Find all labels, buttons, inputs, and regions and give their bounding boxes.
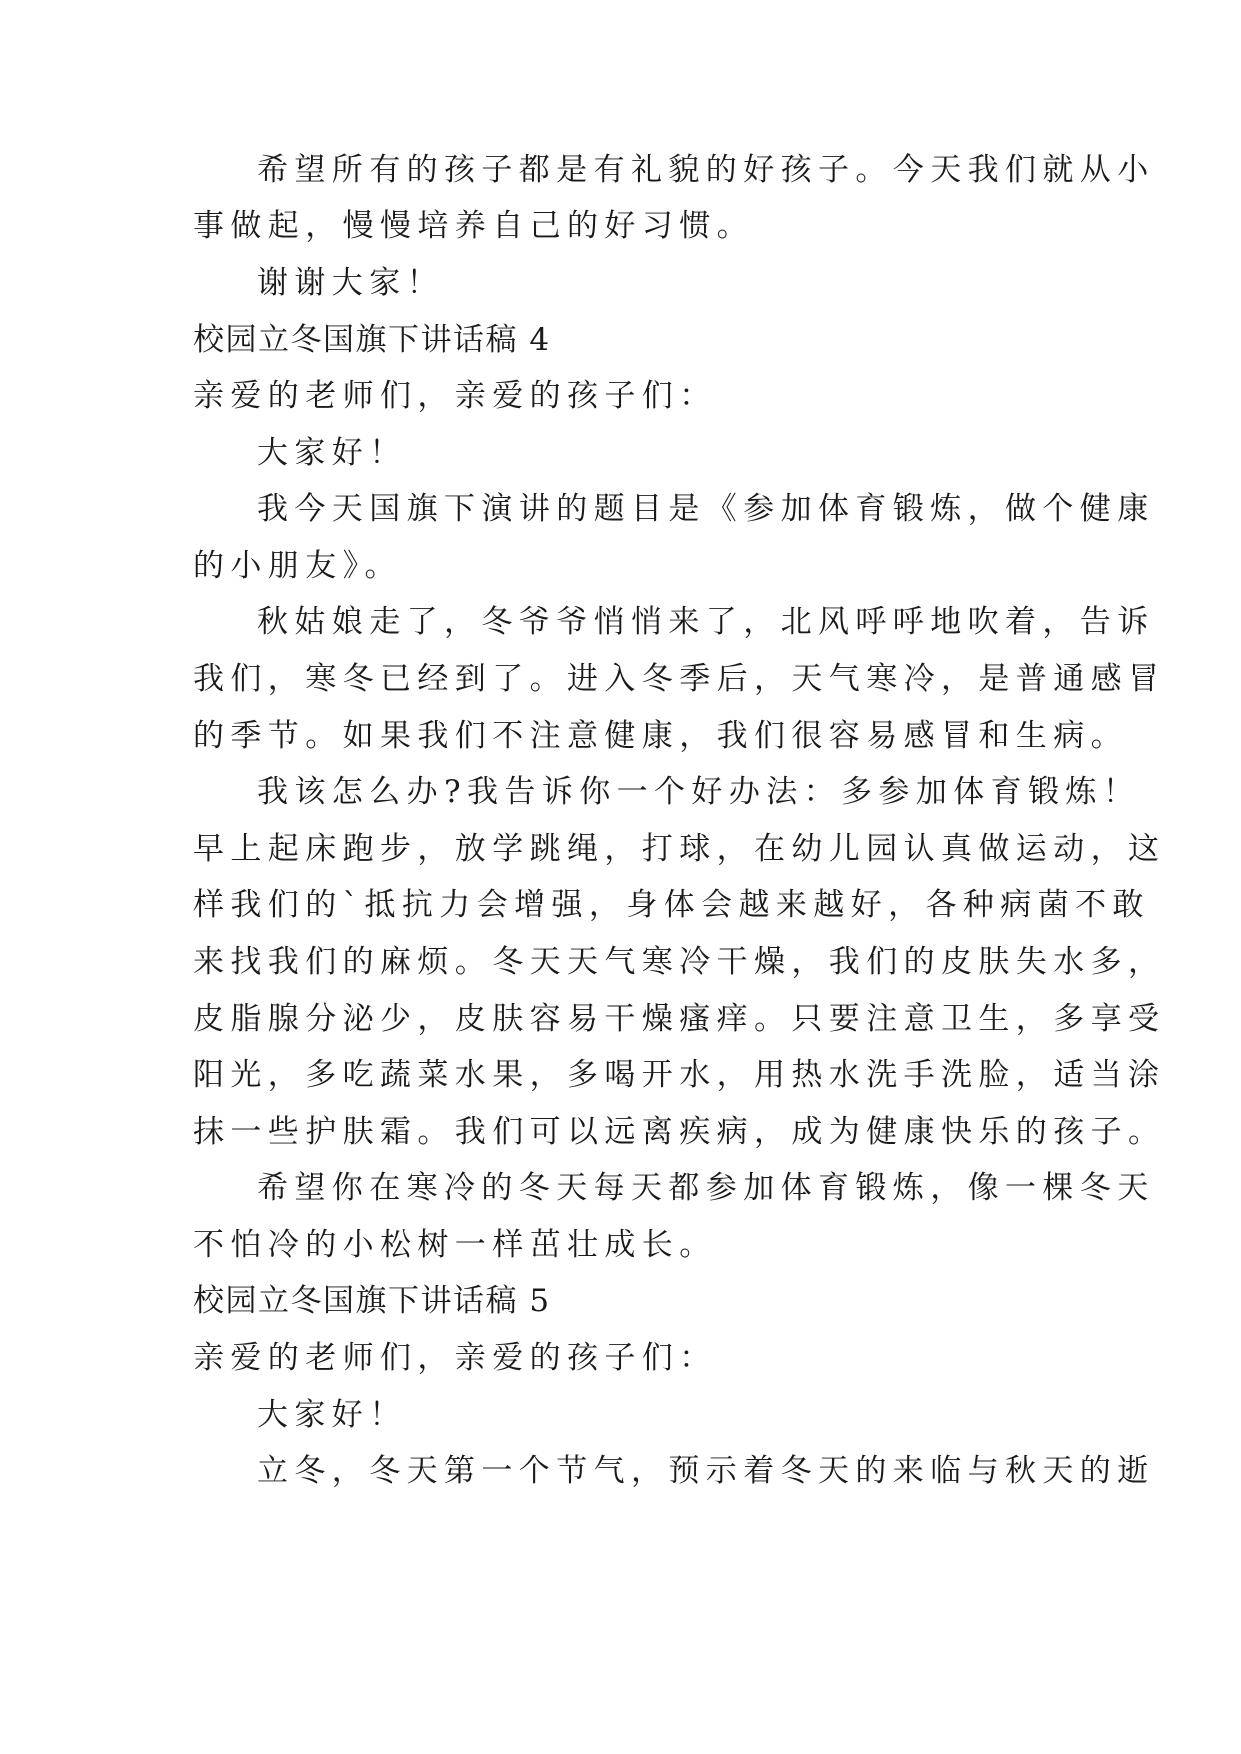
- salutation: 亲爱的老师们，亲爱的孩子们：: [193, 378, 717, 414]
- salutation: 亲爱的老师们，亲爱的孩子们：: [193, 1340, 717, 1376]
- text-line: 谢谢大家！: [257, 265, 444, 301]
- section-heading: 校园立冬国旗下讲话稿 4: [193, 322, 551, 358]
- text-line: 皮脂腺分泌少，皮肤容易干燥瘙痒。只要注意卫生，多享受: [193, 1001, 1166, 1037]
- text-line: 的季节。如果我们不注意健康，我们很容易感冒和生病。: [193, 718, 1128, 754]
- text-line: 的小朋友》。: [193, 548, 402, 584]
- text-line: 立冬，冬天第一个节气，预示着冬天的来临与秋天的逝: [257, 1453, 1155, 1489]
- greeting: 大家好！: [257, 1397, 407, 1433]
- text-line: 事做起，慢慢培养自己的好习惯。: [193, 208, 754, 244]
- text-line: 样我们的`抵抗力会增强，身体会越来越好，各种病菌不敢: [193, 887, 1150, 923]
- text-line: 不怕冷的小松树一样茁壮成长。: [193, 1227, 717, 1263]
- text-line: 我今天国旗下演讲的题目是《参加体育锻炼，做个健康: [257, 491, 1155, 527]
- text-line: 秋姑娘走了，冬爷爷悄悄来了，北风呼呼地吹着，告诉: [257, 604, 1155, 640]
- text-line: 我们，寒冬已经到了。进入冬季后，天气寒冷，是普通感冒: [193, 661, 1166, 697]
- text-line: 早上起床跑步，放学跳绳，打球，在幼儿园认真做运动，这: [193, 831, 1166, 867]
- text-line: 希望所有的孩子都是有礼貌的好孩子。今天我们就从小: [257, 152, 1155, 188]
- text-line: 阳光，多吃蔬菜水果，多喝开水，用热水洗手洗脸，适当涂: [193, 1057, 1166, 1093]
- text-line: 来找我们的麻烦。冬天天气寒冷干燥，我们的皮肤失水多，: [193, 944, 1166, 980]
- greeting: 大家好！: [257, 435, 407, 471]
- text-line: 抹一些护肤霜。我们可以远离疾病，成为健康快乐的孩子。: [193, 1114, 1166, 1150]
- text-line: 希望你在寒冷的冬天每天都参加体育锻炼，像一棵冬天: [257, 1170, 1155, 1206]
- section-heading: 校园立冬国旗下讲话稿 5: [193, 1283, 551, 1319]
- text-line: 我该怎么办?我告诉你一个好办法：多参加体育锻炼！: [257, 774, 1141, 810]
